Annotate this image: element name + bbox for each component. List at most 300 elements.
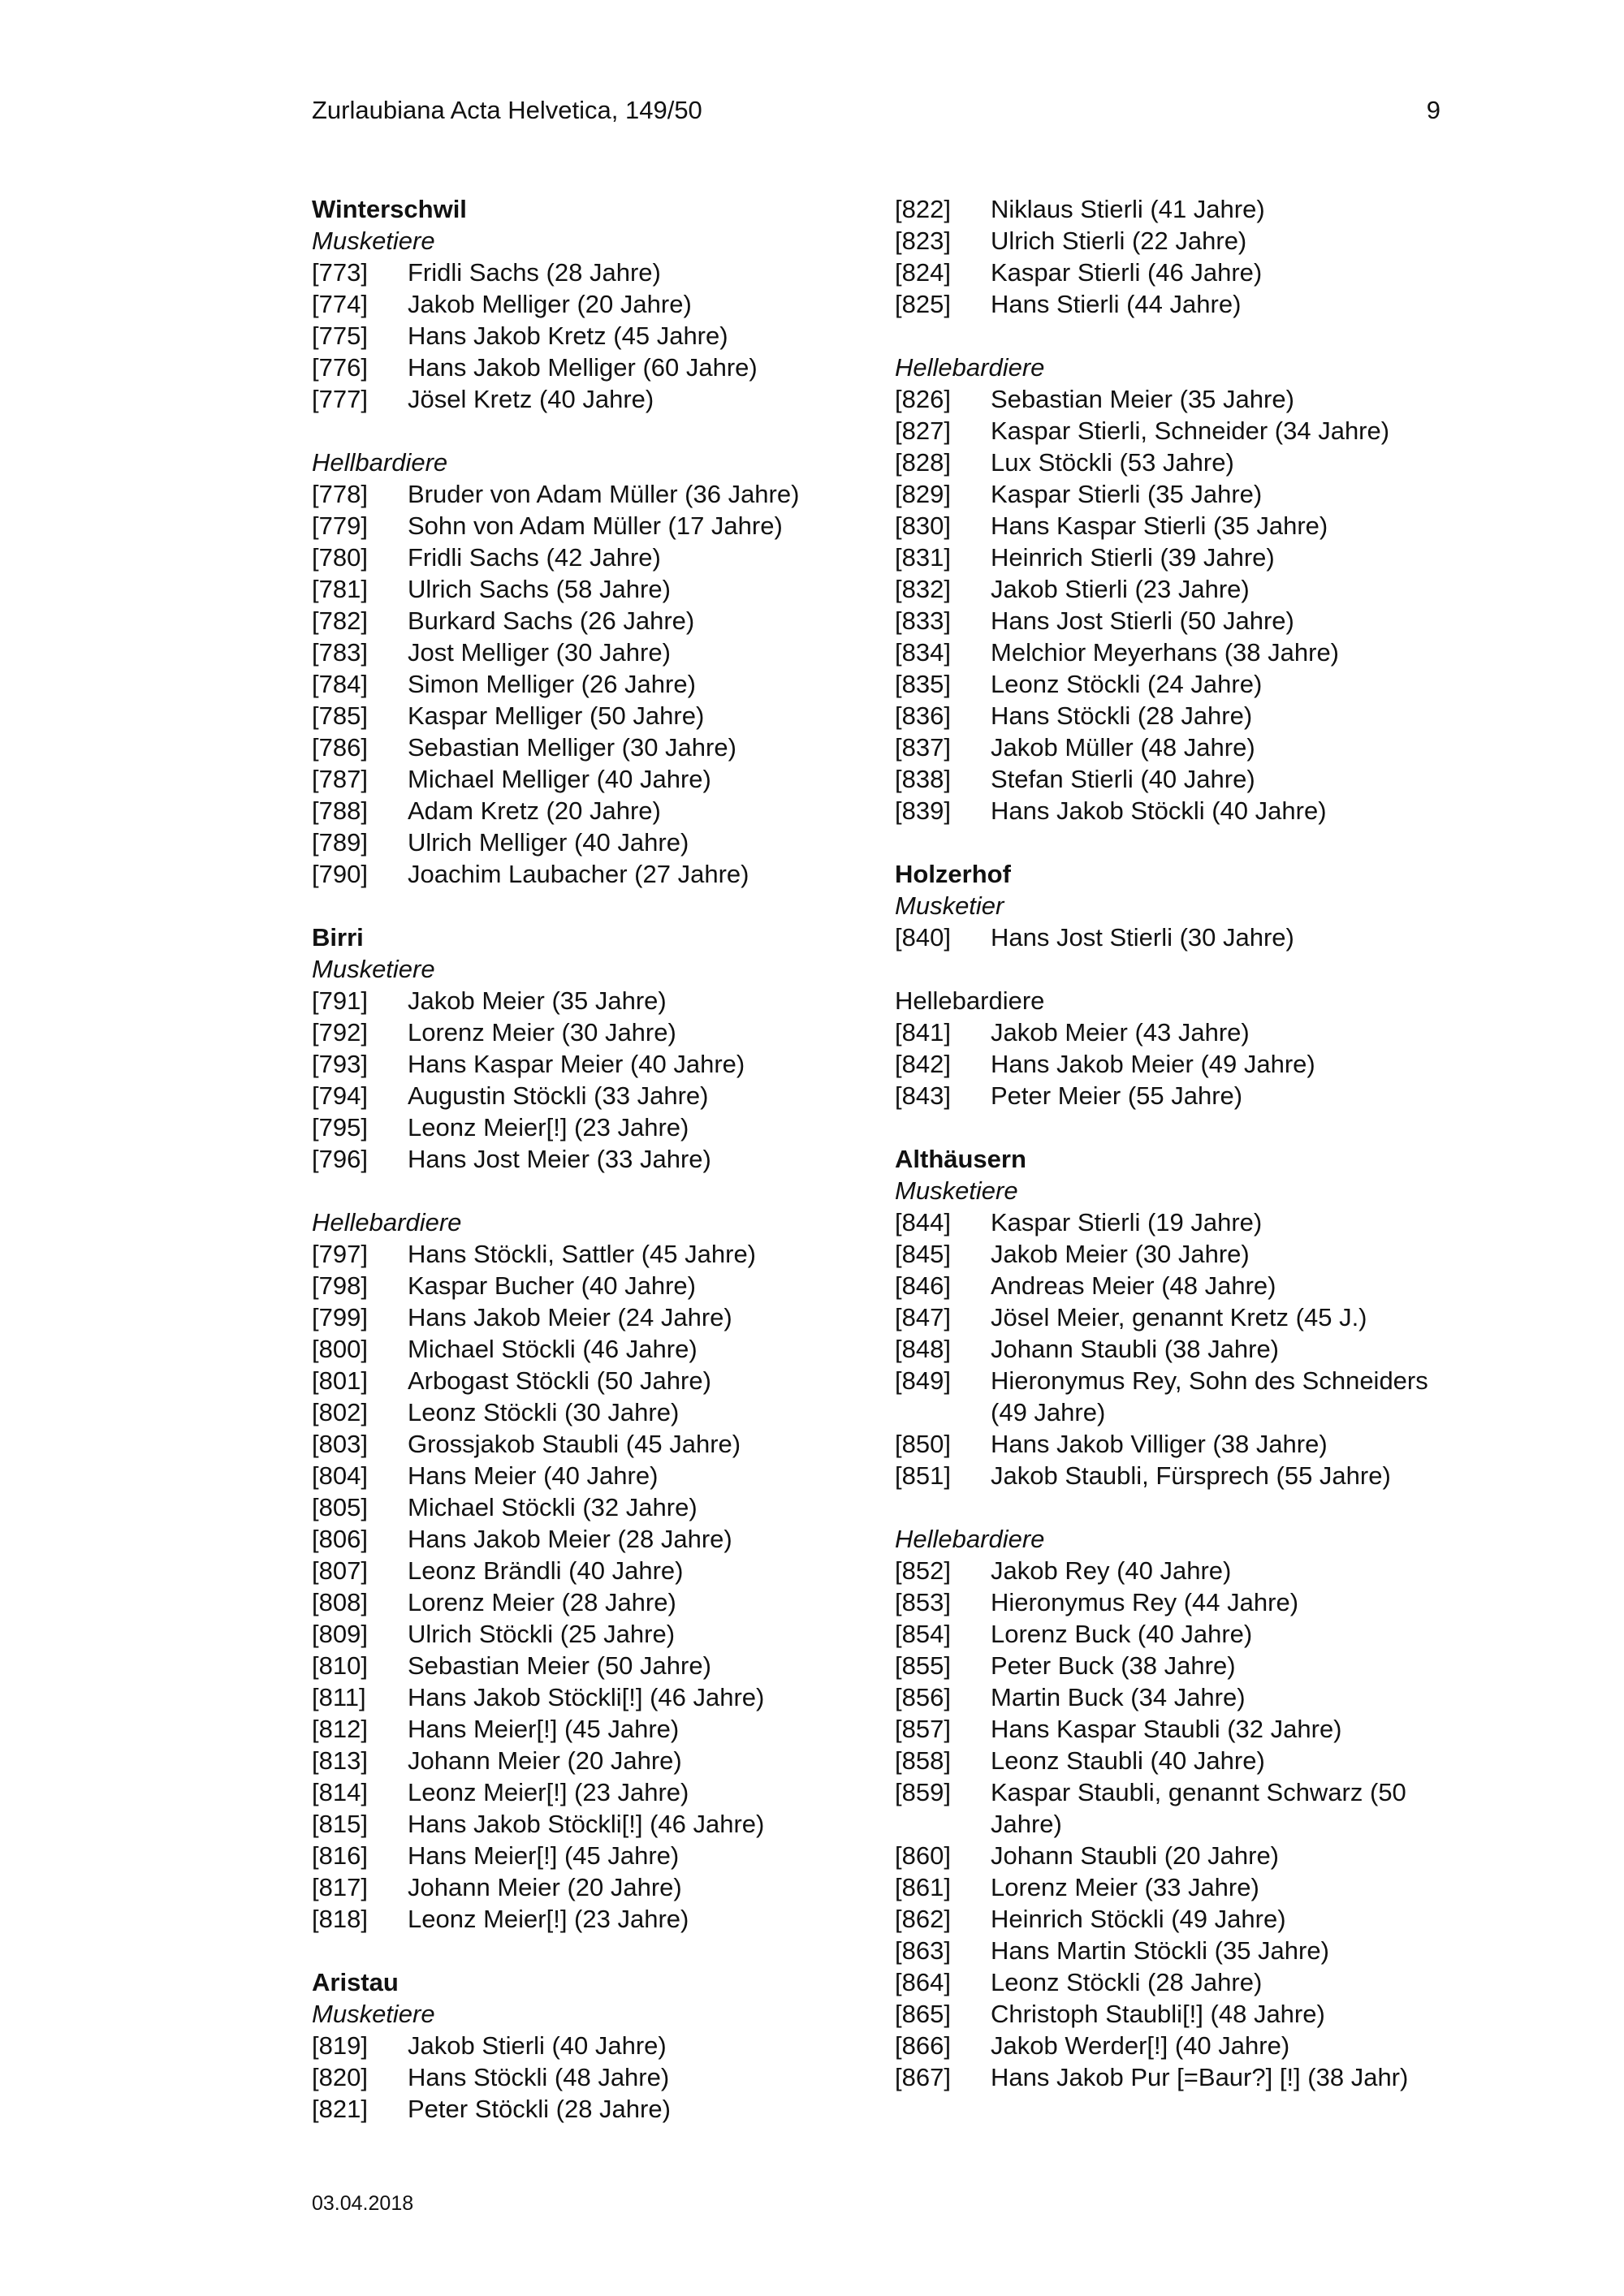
entry-number: [867] [895,2063,951,2091]
entry-number: [773] [312,258,368,287]
entry-text: Niklaus Stierli (41 Jahre) [991,195,1265,223]
entry-text: Ulrich Sachs (58 Jahre) [408,575,671,603]
entry-text: Peter Meier (55 Jahre) [991,1081,1243,1110]
entry-number: [805] [312,1493,368,1521]
entry-number: [822] [895,195,951,223]
list-item [895,415,1463,447]
entry-text: Hans Jakob Meier (49 Jahre) [991,1050,1315,1078]
entry-number: [865] [895,2000,951,2028]
list-item [895,510,1463,542]
list-item [312,1808,848,1840]
entry-number: [795] [312,1113,368,1142]
entry-number: [853] [895,1588,951,1616]
entry-number: [842] [895,1050,951,1078]
list-item [895,1745,1463,1776]
entry-text: Johann Meier (20 Jahre) [408,1873,682,1901]
entry-text: Hieronymus Rey (44 Jahre) [991,1588,1299,1616]
group-label: Musketiere [312,227,435,255]
entry-number: [848] [895,1335,951,1363]
entry-text: Hans Kaspar Meier (40 Jahre) [408,1050,745,1078]
entry-number: [777] [312,385,368,413]
list-item [312,478,848,510]
list-item [312,1745,848,1776]
list-item [895,257,1463,288]
list-item [312,288,848,320]
entry-text: Jösel Meier, genannt Kretz (45 J.) [991,1303,1367,1331]
entry-number: [825] [895,290,951,318]
list-item [312,1618,848,1650]
entry-number: [803] [312,1430,368,1458]
list-item [895,1048,1463,1080]
footer-date: 03.04.2018 [312,2192,414,2215]
entry-text: Adam Kretz (20 Jahre) [408,796,661,825]
entry-number: [809] [312,1620,368,1648]
list-item [312,573,848,605]
entry-text: Kaspar Stierli, Schneider (34 Jahre) [991,416,1390,445]
list-item [895,1871,1463,1903]
entry-number: [812] [312,1715,368,1743]
list-item [895,1998,1463,2030]
list-item [312,352,848,383]
entry-text: Johann Staubli (20 Jahre) [991,1841,1280,1870]
list-item [312,1903,848,1935]
entry-number: [815] [312,1810,368,1838]
list-item [895,383,1463,415]
list-item [312,1428,848,1460]
entry-number: [820] [312,2063,368,2091]
entry-text: Ulrich Melliger (40 Jahre) [408,828,689,857]
entry-number: [796] [312,1145,368,1173]
list-item [312,763,848,795]
list-item [895,668,1463,700]
entry-text: Hans Jakob Villiger (38 Jahre) [991,1430,1328,1458]
entry-number: [786] [312,733,368,762]
list-item [312,542,848,573]
group-label: Hellebardiere [895,986,1045,1015]
group-label: Musketiere [312,955,435,983]
list-item [895,1301,1463,1333]
entry-text: Burkard Sachs (26 Jahre) [408,606,695,635]
entry-number: [827] [895,416,951,445]
list-item [895,763,1463,795]
entry-text: Jakob Rey (40 Jahre) [991,1556,1232,1585]
entry-number: [818] [312,1905,368,1933]
entry-text: Michael Melliger (40 Jahre) [408,765,711,793]
entry-number: [783] [312,638,368,667]
list-item [312,1460,848,1491]
entry-number: [849] [895,1366,951,1395]
list-item [895,637,1463,668]
entry-text: Christoph Staubli[!] (48 Jahre) [991,2000,1325,2028]
entry-text: Hans Meier[!] (45 Jahre) [408,1715,680,1743]
list-item [312,1301,848,1333]
list-item [895,1776,1463,1840]
spacer [895,1111,1463,1143]
entry-number: [790] [312,860,368,888]
entry-text: Ulrich Stöckli (25 Jahre) [408,1620,676,1648]
entry-text: Andreas Meier (48 Jahre) [991,1271,1276,1300]
entry-number: [811] [312,1683,366,1711]
entry-text: Hans Meier (40 Jahre) [408,1461,659,1490]
entry-text: Sebastian Meier (50 Jahre) [408,1651,711,1680]
spacer [312,890,848,921]
list-item [895,795,1463,826]
entry-text: Hieronymus Rey, Sohn des Schneiders (49 Jahre) [991,1366,1428,1426]
list-item [895,478,1463,510]
entry-text: Lorenz Meier (33 Jahre) [991,1873,1259,1901]
list-item [312,1681,848,1713]
entry-text: Hans Jakob Melliger (60 Jahre) [408,353,758,382]
entry-number: [860] [895,1841,951,1870]
entry-text: Joachim Laubacher (27 Jahre) [408,860,749,888]
entry-text: Fridli Sachs (42 Jahre) [408,543,661,572]
spacer [312,1935,848,1966]
entry-number: [802] [312,1398,368,1426]
entry-number: [793] [312,1050,368,1078]
entry-text: Jakob Stierli (23 Jahre) [991,575,1250,603]
entry-number: [801] [312,1366,368,1395]
entry-text: Ulrich Stierli (22 Jahre) [991,227,1247,255]
list-item [895,1428,1463,1460]
entry-text: Sohn von Adam Müller (17 Jahre) [408,511,783,540]
entry-text: Hans Jakob Stöckli[!] (46 Jahre) [408,1683,765,1711]
entry-text: Hans Meier[!] (45 Jahre) [408,1841,680,1870]
entry-text: Melchior Meyerhans (38 Jahre) [991,638,1340,667]
list-item [312,985,848,1016]
entry-text: Johann Staubli (38 Jahre) [991,1335,1280,1363]
entry-text: Hans Jost Stierli (50 Jahre) [991,606,1294,635]
entry-number: [788] [312,796,368,825]
entry-number: [785] [312,701,368,730]
list-item [312,1396,848,1428]
entry-number: [787] [312,765,368,793]
entry-number: [852] [895,1556,951,1585]
list-item [895,732,1463,763]
entry-text: Hans Jakob Stöckli[!] (46 Jahre) [408,1810,765,1838]
spacer [895,953,1463,985]
spacer [895,826,1463,858]
entry-text: Johann Meier (20 Jahre) [408,1746,682,1775]
list-item [312,700,848,732]
list-item [895,1080,1463,1111]
entry-text: Lux Stöckli (53 Jahre) [991,448,1234,477]
list-item [312,2093,848,2125]
running-header-title: Zurlaubiana Acta Helvetica, 149/50 [312,96,702,124]
entry-text: Lorenz Meier (28 Jahre) [408,1588,676,1616]
entry-number: [791] [312,986,368,1015]
entry-number: [800] [312,1335,368,1363]
entry-number: [866] [895,2031,951,2060]
entry-number: [857] [895,1715,951,1743]
entry-number: [794] [312,1081,368,1110]
entry-text: Fridli Sachs (28 Jahre) [408,258,661,287]
entry-number: [839] [895,796,951,825]
entry-text: Hans Stöckli (48 Jahre) [408,2063,670,2091]
entry-number: [835] [895,670,951,698]
entry-number: [851] [895,1461,951,1490]
list-item [312,1143,848,1175]
list-item [895,1966,1463,1998]
entry-text: Michael Stöckli (46 Jahre) [408,1335,698,1363]
list-item [312,510,848,542]
entry-number: [775] [312,322,368,350]
entry-text: Hans Jakob Kretz (45 Jahre) [408,322,728,350]
spacer [312,415,848,447]
entry-text: Jösel Kretz (40 Jahre) [408,385,654,413]
entry-text: Jakob Müller (48 Jahre) [991,733,1255,762]
entry-number: [846] [895,1271,951,1300]
entry-text: Hans Kaspar Stierli (35 Jahre) [991,511,1328,540]
entry-number: [819] [312,2031,368,2060]
entry-number: [807] [312,1556,368,1585]
section-title: Althäusern [895,1145,1026,1173]
entry-number: [808] [312,1588,368,1616]
list-item [312,1080,848,1111]
list-item [312,1491,848,1523]
entry-text: Lorenz Meier (30 Jahre) [408,1018,676,1047]
entry-number: [843] [895,1081,951,1110]
entry-number: [850] [895,1430,951,1458]
list-item [895,573,1463,605]
list-item [312,1523,848,1555]
group-label: Musketiere [312,2000,435,2028]
list-item [895,288,1463,320]
section-title: Birri [312,923,364,952]
entry-number: [840] [895,923,951,952]
entry-number: [804] [312,1461,368,1490]
entry-text: Hans Jakob Meier (28 Jahre) [408,1525,732,1553]
entry-text: Hans Jost Meier (33 Jahre) [408,1145,711,1173]
entry-number: [828] [895,448,951,477]
entry-number: [823] [895,227,951,255]
entry-text: Simon Melliger (26 Jahre) [408,670,696,698]
list-item [895,1365,1463,1428]
list-item [312,383,848,415]
list-item [312,1270,848,1301]
entry-text: Peter Buck (38 Jahre) [991,1651,1236,1680]
entry-number: [836] [895,701,951,730]
entry-text: Jakob Melliger (20 Jahre) [408,290,692,318]
list-item [895,1016,1463,1048]
entry-text: Hans Jakob Meier (24 Jahre) [408,1303,732,1331]
entry-text: Peter Stöckli (28 Jahre) [408,2095,671,2123]
entry-number: [845] [895,1240,951,1268]
list-item [895,1270,1463,1301]
spacer [312,1175,848,1206]
list-item [312,1048,848,1080]
list-item [312,1111,848,1143]
entry-number: [781] [312,575,368,603]
entry-number: [838] [895,765,951,793]
entry-text: Hans Kaspar Staubli (32 Jahre) [991,1715,1342,1743]
list-item [895,921,1463,953]
section-title: Winterschwil [312,195,467,223]
entry-number: [814] [312,1778,368,1806]
entry-text: Hans Jost Stierli (30 Jahre) [991,923,1294,952]
entry-text: Leonz Meier[!] (23 Jahre) [408,1113,689,1142]
entry-text: Arbogast Stöckli (50 Jahre) [408,1366,711,1395]
entry-number: [778] [312,480,368,508]
list-item [895,447,1463,478]
entry-number: [779] [312,511,368,540]
entry-text: Martin Buck (34 Jahre) [991,1683,1246,1711]
entry-number: [806] [312,1525,368,1553]
list-item [312,2030,848,2061]
group-label: Musketiere [895,1176,1018,1205]
list-item [895,2030,1463,2061]
entry-text: Jost Melliger (30 Jahre) [408,638,671,667]
right-column [895,193,1463,2093]
entry-number: [841] [895,1018,951,1047]
entry-number: [856] [895,1683,951,1711]
entry-number: [847] [895,1303,951,1331]
entry-number: [784] [312,670,368,698]
list-item [312,1713,848,1745]
entry-text: Leonz Meier[!] (23 Jahre) [408,1905,689,1933]
list-item [895,1903,1463,1935]
entry-number: [837] [895,733,951,762]
entry-text: Sebastian Melliger (30 Jahre) [408,733,736,762]
entry-number: [774] [312,290,368,318]
entry-number: [817] [312,1873,368,1901]
entry-number: [834] [895,638,951,667]
list-item [312,257,848,288]
list-item [895,1333,1463,1365]
entry-number: [789] [312,828,368,857]
entry-text: Heinrich Stöckli (49 Jahre) [991,1905,1286,1933]
list-item [312,605,848,637]
list-item [895,2061,1463,2093]
entry-number: [792] [312,1018,368,1047]
list-item [895,1586,1463,1618]
group-label: Hellebardiere [312,1208,462,1236]
entry-number: [780] [312,543,368,572]
entry-text: Lorenz Buck (40 Jahre) [991,1620,1253,1648]
entry-text: Jakob Werder[!] (40 Jahre) [991,2031,1290,2060]
list-item [895,193,1463,225]
list-item [895,605,1463,637]
list-item [312,826,848,858]
entry-number: [799] [312,1303,368,1331]
list-item [312,1016,848,1048]
entry-number: [782] [312,606,368,635]
entry-text: Hans Jakob Stöckli (40 Jahre) [991,796,1327,825]
entry-number: [833] [895,606,951,635]
entry-number: [863] [895,1936,951,1965]
entry-text: Kaspar Stierli (35 Jahre) [991,480,1263,508]
list-item [312,1871,848,1903]
page-number: 9 [1426,96,1440,124]
entry-number: [821] [312,2095,368,2123]
entry-text: Jakob Stierli (40 Jahre) [408,2031,667,2060]
list-item [312,2061,848,2093]
section-title: Holzerhof [895,860,1011,888]
section-title: Aristau [312,1968,399,1996]
entry-text: Hans Stöckli (28 Jahre) [991,701,1253,730]
entry-text: Jakob Meier (30 Jahre) [991,1240,1250,1268]
entry-text: Heinrich Stierli (39 Jahre) [991,543,1275,572]
entry-text: Bruder von Adam Müller (36 Jahre) [408,480,800,508]
entry-text: Leonz Staubli (40 Jahre) [991,1746,1265,1775]
list-item [895,1840,1463,1871]
entry-number: [813] [312,1746,368,1775]
group-label: Hellebardiere [895,353,1045,382]
entry-number: [861] [895,1873,951,1901]
entry-number: [832] [895,575,951,603]
left-column [312,193,848,2125]
entry-text: Hans Martin Stöckli (35 Jahre) [991,1936,1329,1965]
entry-text: Leonz Meier[!] (23 Jahre) [408,1778,689,1806]
entry-text: Hans Stierli (44 Jahre) [991,290,1242,318]
list-item [312,1365,848,1396]
group-label: Hellbardiere [312,448,448,477]
entry-number: [776] [312,353,368,382]
entry-number: [844] [895,1208,951,1236]
list-item [895,1713,1463,1745]
list-item [312,1333,848,1365]
list-item [895,1681,1463,1713]
entry-text: Augustin Stöckli (33 Jahre) [408,1081,709,1110]
entry-text: Leonz Stöckli (28 Jahre) [991,1968,1263,1996]
entry-number: [798] [312,1271,368,1300]
entry-number: [826] [895,385,951,413]
entry-text: Kaspar Bucher (40 Jahre) [408,1271,696,1300]
list-item [895,1618,1463,1650]
entry-text: Michael Stöckli (32 Jahre) [408,1493,698,1521]
entry-text: Leonz Stöckli (30 Jahre) [408,1398,680,1426]
entry-number: [862] [895,1905,951,1933]
list-item [312,668,848,700]
list-item [895,542,1463,573]
entry-text: Leonz Brändli (40 Jahre) [408,1556,684,1585]
list-item [312,1650,848,1681]
entry-text: Jakob Meier (43 Jahre) [991,1018,1250,1047]
list-item [895,1460,1463,1491]
entry-text: Hans Stöckli, Sattler (45 Jahre) [408,1240,757,1268]
entry-text: Kaspar Stierli (46 Jahre) [991,258,1263,287]
list-item [895,1555,1463,1586]
entry-text: Kaspar Stierli (19 Jahre) [991,1208,1263,1236]
entry-number: [858] [895,1746,951,1775]
entry-text: Kaspar Melliger (50 Jahre) [408,701,705,730]
entry-number: [810] [312,1651,368,1680]
entry-text: Hans Jakob Pur [=Baur?] [!] (38 Jahr) [991,2063,1409,2091]
entry-number: [830] [895,511,951,540]
entry-text: Kaspar Staubli, genannt Schwarz (50 Jahre) [991,1778,1406,1838]
group-label: Musketier [895,891,1004,920]
list-item [895,1935,1463,1966]
entry-number: [824] [895,258,951,287]
list-item [312,1776,848,1808]
list-item [312,732,848,763]
list-item [312,1238,848,1270]
entry-text: Stefan Stierli (40 Jahre) [991,765,1255,793]
entry-number: [829] [895,480,951,508]
list-item [895,225,1463,257]
entry-number: [859] [895,1778,951,1806]
list-item [312,1840,848,1871]
list-item [312,1555,848,1586]
list-item [312,795,848,826]
list-item [312,637,848,668]
spacer [895,320,1463,352]
list-item [895,1206,1463,1238]
list-item [312,320,848,352]
list-item [895,700,1463,732]
spacer [895,1491,1463,1523]
entry-number: [797] [312,1240,368,1268]
list-item [312,1586,848,1618]
